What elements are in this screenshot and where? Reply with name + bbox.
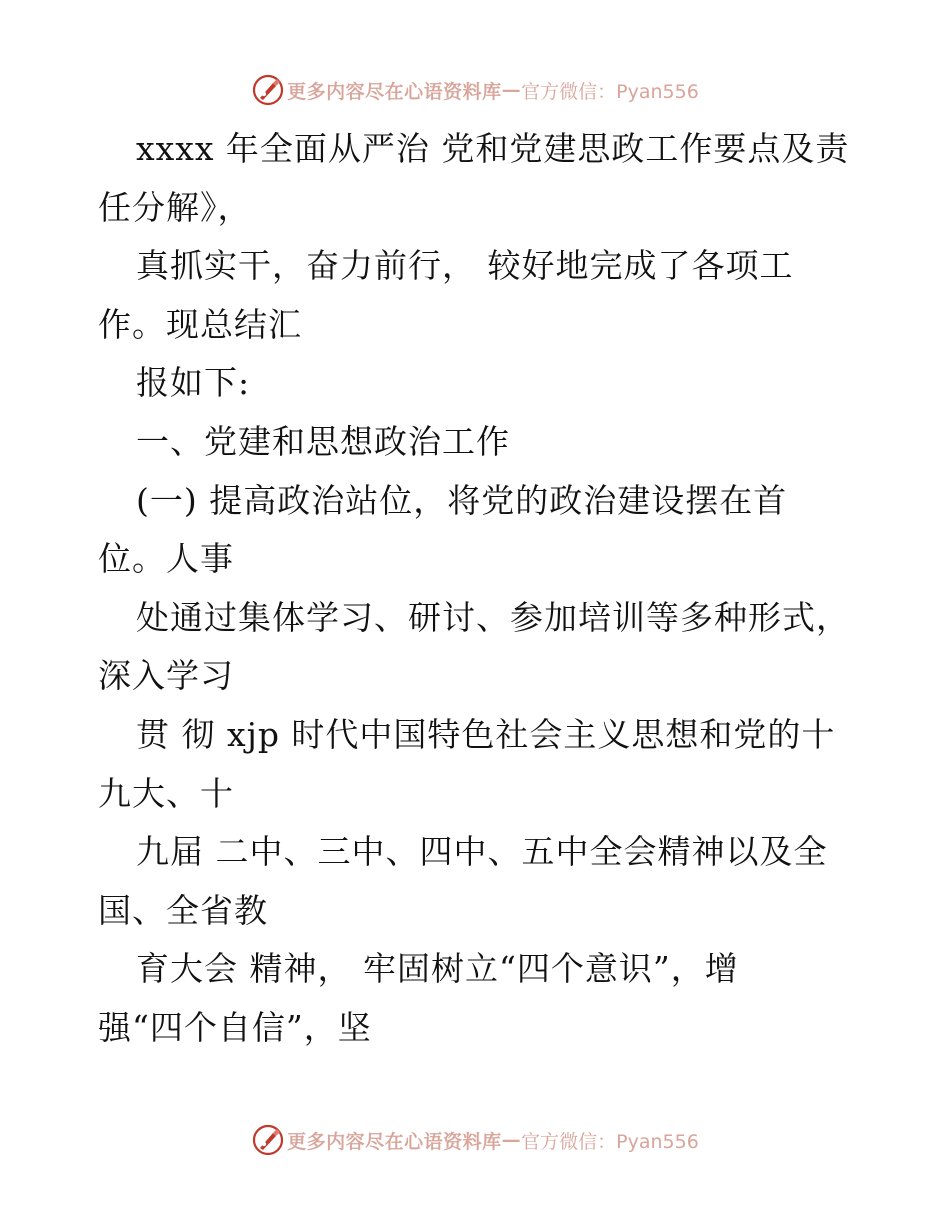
text-line: 贯 彻 xjp 时代中国特色社会主义思想和党的十: [136, 714, 836, 754]
watermark-contact: 官方微信：Pyan556: [521, 80, 699, 103]
text-line: 深入学习: [98, 656, 234, 696]
text-line: 任分解》，: [98, 187, 252, 227]
pen-logo-icon: [251, 73, 285, 107]
text-line: 育大会 精神， 牢固树立“四个意识”，增: [136, 949, 739, 989]
footer-watermark: [0, 1122, 950, 1158]
document-body: [98, 120, 878, 1058]
section-heading: 一、党建和思想政治工作: [136, 421, 510, 461]
text-line: 强“四个自信”，坚: [98, 1007, 372, 1047]
subsection-heading: (一) 提高政治站位，将党的政治建设摆在首: [136, 480, 788, 520]
text-line: 处通过集体学习、研讨、参加培训等多种形式，: [136, 597, 850, 637]
watermark-dash: —: [501, 79, 522, 101]
text-line: 九大、十: [98, 773, 234, 813]
header-watermark: [0, 72, 950, 108]
watermark-text: 更多内容尽在心语资料库: [287, 80, 502, 103]
text-line: 国、全省教: [98, 890, 268, 930]
pen-logo-icon: [251, 1123, 285, 1157]
text-line: xxxx 年全面从严治 党和党建思政工作要点及责: [136, 129, 850, 168]
watermark-contact: 官方微信：Pyan556: [521, 1130, 699, 1153]
text-line: 作。现总结汇: [98, 304, 302, 344]
text-line: 真抓实干，奋力前行， 较好地完成了各项工: [136, 246, 794, 286]
text-line: 位。人事: [98, 539, 234, 579]
text-line: 报如下:: [136, 363, 251, 403]
text-line: 九届 二中、三中、四中、五中全会精神以及全: [136, 832, 828, 872]
watermark-text: 更多内容尽在心语资料库: [287, 1130, 502, 1153]
watermark-dash: —: [501, 1129, 522, 1151]
